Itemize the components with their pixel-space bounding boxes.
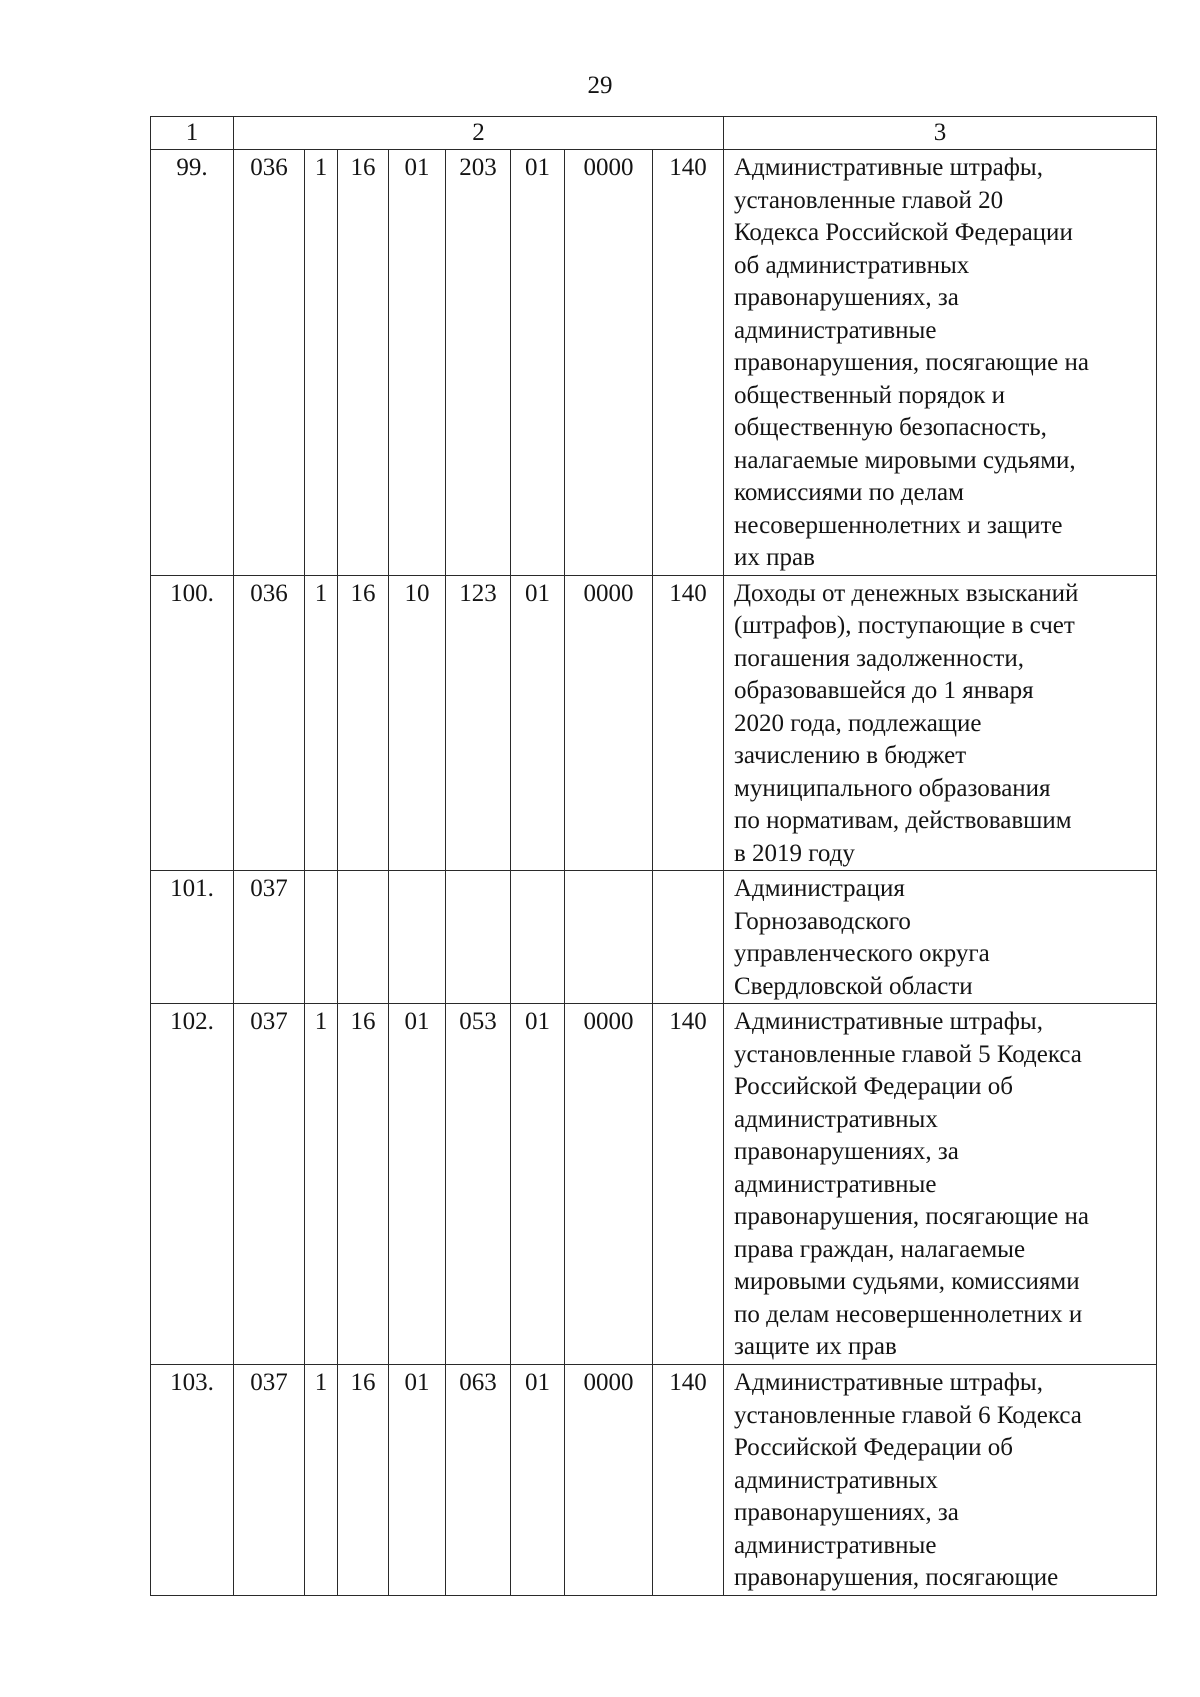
description-cell <box>724 575 1157 871</box>
description-line: комиссиями по делам <box>734 479 964 506</box>
description-line: погашения задолженности, <box>734 644 1024 672</box>
description-line: налагаемые мировыми судьями, <box>734 446 1076 474</box>
code-cell: 16 <box>338 575 389 871</box>
code-cell: 037 <box>234 1365 305 1596</box>
description-line: права граждан, налагаемые <box>734 1235 1026 1263</box>
description-line: 2020 года, подлежащие <box>734 709 982 737</box>
row-number: 102. <box>151 1004 234 1365</box>
code-cell: 01 <box>511 1004 565 1365</box>
description-line: административных <box>734 1466 938 1494</box>
description-line: Административные штрафы, <box>734 1369 1043 1396</box>
description-line: правонарушениях, за <box>734 1138 959 1165</box>
description-line: (штрафов), поступающие в счет <box>734 612 1075 639</box>
table-row <box>151 150 1157 576</box>
description-line: административные <box>734 1531 937 1559</box>
code-cell: 01 <box>511 575 565 871</box>
code-cell: 0000 <box>565 1365 653 1596</box>
code-cell: 140 <box>653 575 724 871</box>
code-cell: 01 <box>389 150 446 576</box>
code-cell: 036 <box>234 575 305 871</box>
code-cell: 0000 <box>565 1004 653 1365</box>
description-line: управленческого округа <box>734 940 990 967</box>
description-line: мировыми судьями, комиссиями <box>734 1268 1080 1295</box>
table-header-row <box>151 117 1157 150</box>
code-cell <box>446 871 511 1004</box>
description-line: установленные главой 6 Кодекса <box>734 1401 1082 1429</box>
description-line: общественный порядок и <box>734 381 1006 409</box>
code-cell: 123 <box>446 575 511 871</box>
row-number: 99. <box>151 150 234 576</box>
code-cell: 1 <box>305 1004 338 1365</box>
code-cell: 0000 <box>565 575 653 871</box>
description-line: административных <box>734 1105 938 1133</box>
table-row <box>151 1004 1157 1365</box>
code-cell <box>389 871 446 1004</box>
description-line: Администрация <box>734 875 905 902</box>
code-cell: 10 <box>389 575 446 871</box>
description-line: Горнозаводского <box>734 907 911 935</box>
code-cell: 16 <box>338 150 389 576</box>
description-line: зачислению в бюджет <box>734 742 967 769</box>
description-line: защите их прав <box>734 1333 897 1360</box>
description-line: Российской Федерации об <box>734 1073 1013 1100</box>
description-line: муниципального образования <box>734 774 1051 802</box>
description-line: общественную безопасность, <box>734 414 1047 441</box>
code-cell <box>511 871 565 1004</box>
description-line: образовавшейся до 1 января <box>734 677 1034 704</box>
code-cell <box>565 871 653 1004</box>
code-cell: 053 <box>446 1004 511 1365</box>
description-line: административные <box>734 1170 937 1198</box>
description-line: несовершеннолетних и защите <box>734 511 1063 539</box>
header-col-2: 2 <box>234 117 724 150</box>
description-cell <box>724 1365 1157 1596</box>
description-line: правонарушения, посягающие <box>734 1564 1059 1591</box>
description-cell <box>724 150 1157 576</box>
code-cell: 140 <box>653 1365 724 1596</box>
row-number: 101. <box>151 871 234 1004</box>
description-line: административные <box>734 316 937 344</box>
description-line: в 2019 году <box>734 839 855 867</box>
page-number: 29 <box>587 72 613 99</box>
code-cell: 140 <box>653 150 724 576</box>
description-line: правонарушения, посягающие на <box>734 1203 1089 1230</box>
code-cell: 1 <box>305 575 338 871</box>
code-cell <box>338 871 389 1004</box>
row-number: 103. <box>151 1365 234 1596</box>
description-line: Кодекса Российской Федерации <box>734 219 1073 246</box>
description-line: правонарушениях, за <box>734 1499 959 1526</box>
code-cell: 140 <box>653 1004 724 1365</box>
code-cell: 1 <box>305 1365 338 1596</box>
code-cell: 16 <box>338 1365 389 1596</box>
header-col-3: 3 <box>724 117 1157 150</box>
description-line: установленные главой 20 <box>734 186 1004 214</box>
table-row <box>151 871 1157 1004</box>
code-cell: 037 <box>234 871 305 1004</box>
description-line: Доходы от денежных взысканий <box>734 579 1079 607</box>
description-line: по нормативам, действовавшим <box>734 807 1072 834</box>
description-line: их прав <box>734 544 815 571</box>
description-line: Российской Федерации об <box>734 1434 1013 1461</box>
row-number: 100. <box>151 575 234 871</box>
code-cell <box>653 871 724 1004</box>
description-line: Административные штрафы, <box>734 1008 1043 1035</box>
description-line: Свердловской области <box>734 972 973 1000</box>
description-line: правонарушения, посягающие на <box>734 349 1089 376</box>
code-cell: 0000 <box>565 150 653 576</box>
description-cell <box>724 1004 1157 1365</box>
code-cell: 063 <box>446 1365 511 1596</box>
table-row <box>151 1365 1157 1596</box>
code-cell <box>305 871 338 1004</box>
code-cell: 036 <box>234 150 305 576</box>
description-cell <box>724 871 1157 1004</box>
description-line: установленные главой 5 Кодекса <box>734 1040 1082 1068</box>
table-row <box>151 575 1157 871</box>
code-cell: 01 <box>389 1004 446 1365</box>
code-cell: 037 <box>234 1004 305 1365</box>
code-cell: 203 <box>446 150 511 576</box>
code-cell: 01 <box>511 1365 565 1596</box>
code-cell: 16 <box>338 1004 389 1365</box>
code-cell: 01 <box>389 1365 446 1596</box>
code-cell: 1 <box>305 150 338 576</box>
code-cell: 01 <box>511 150 565 576</box>
header-col-1: 1 <box>151 117 234 150</box>
budget-codes-table <box>150 116 1157 1596</box>
description-line: об административных <box>734 251 970 279</box>
description-line: по делам несовершеннолетних и <box>734 1300 1083 1328</box>
description-line: правонарушениях, за <box>734 284 959 311</box>
description-line: Административные штрафы, <box>734 154 1043 181</box>
